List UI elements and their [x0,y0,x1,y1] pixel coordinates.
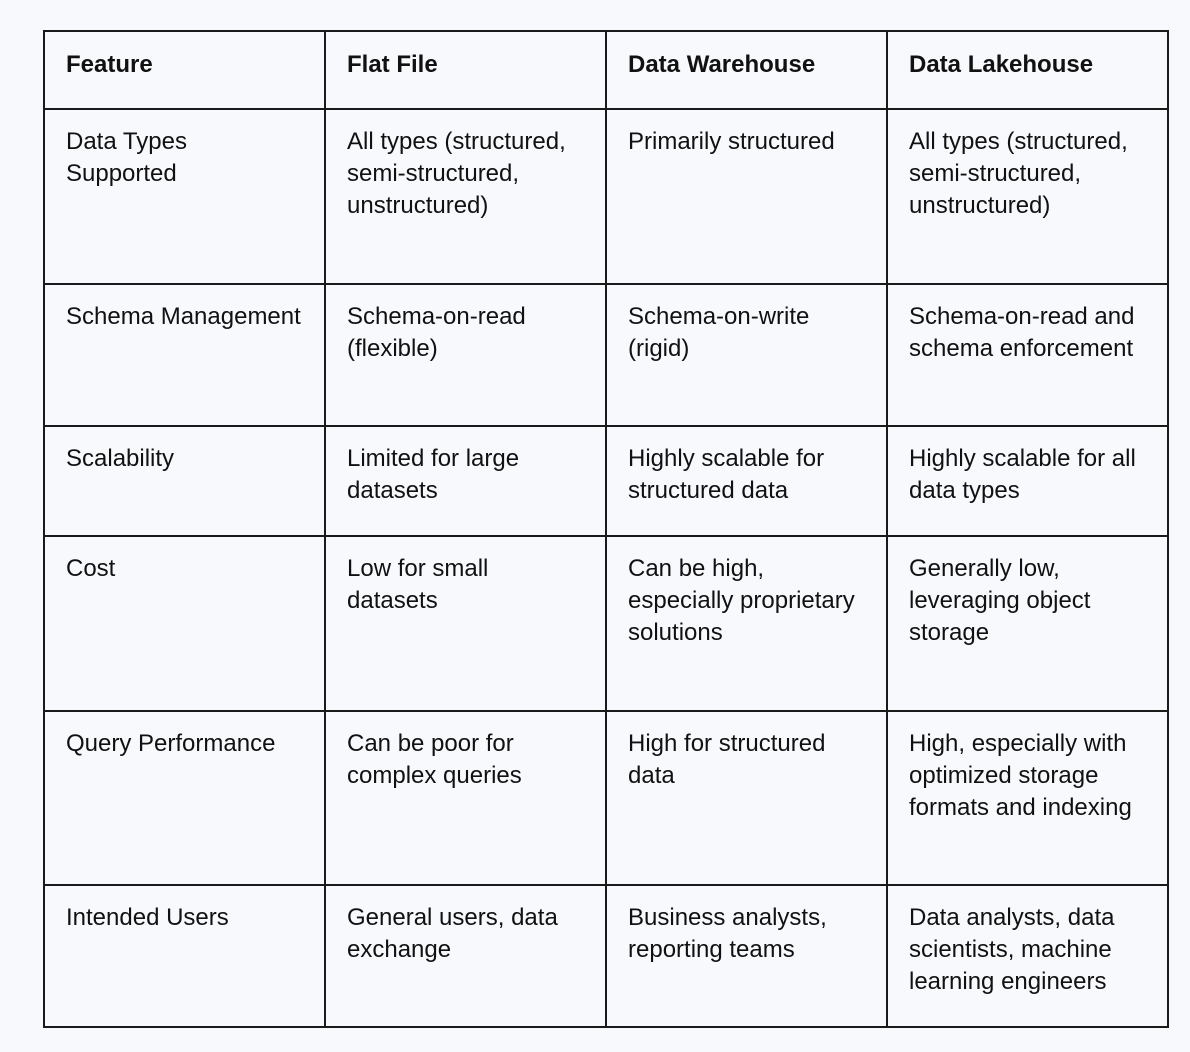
feature-cell: Intended Users [44,885,325,1027]
data-warehouse-cell: High for structured data [606,711,887,885]
feature-cell: Data Types Supported [44,109,325,284]
table-row [44,885,1168,1027]
data-lakehouse-cell: High, especially with optimized storage formats and indexing [887,711,1168,885]
data-lakehouse-cell: Highly scalable for all data types [887,426,1168,536]
feature-cell: Schema Management [44,284,325,426]
table-body [44,109,1168,1027]
feature-cell: Query Performance [44,711,325,885]
flat-file-cell: Limited for large datasets [325,426,606,536]
data-warehouse-cell: Can be high, especially proprietary solutions [606,536,887,711]
data-lakehouse-cell: Data analysts, data scientists, machine learning engineers [887,885,1168,1027]
flat-file-cell: Schema-on-read (flexible) [325,284,606,426]
table-row [44,426,1168,536]
flat-file-cell: General users, data exchange [325,885,606,1027]
table-row [44,536,1168,711]
feature-cell: Cost [44,536,325,711]
header-row [44,31,1168,109]
comparison-table [43,30,1169,1028]
data-warehouse-cell: Highly scalable for structured data [606,426,887,536]
header-data-warehouse: Data Warehouse [606,31,887,109]
header-flat-file: Flat File [325,31,606,109]
table-row [44,711,1168,885]
data-lakehouse-cell: Generally low, leveraging object storage [887,536,1168,711]
flat-file-cell: All types (structured, semi-structured, unstructured) [325,109,606,284]
table-header [44,31,1168,109]
table-row [44,284,1168,426]
flat-file-cell: Low for small datasets [325,536,606,711]
data-warehouse-cell: Business analysts, reporting teams [606,885,887,1027]
flat-file-cell: Can be poor for complex queries [325,711,606,885]
table-row [44,109,1168,284]
header-feature: Feature [44,31,325,109]
data-lakehouse-cell: Schema-on-read and schema enforcement [887,284,1168,426]
header-data-lakehouse: Data Lakehouse [887,31,1168,109]
data-warehouse-cell: Schema-on-write (rigid) [606,284,887,426]
data-warehouse-cell: Primarily structured [606,109,887,284]
feature-cell: Scalability [44,426,325,536]
data-lakehouse-cell: All types (structured, semi-structured, unstructured) [887,109,1168,284]
